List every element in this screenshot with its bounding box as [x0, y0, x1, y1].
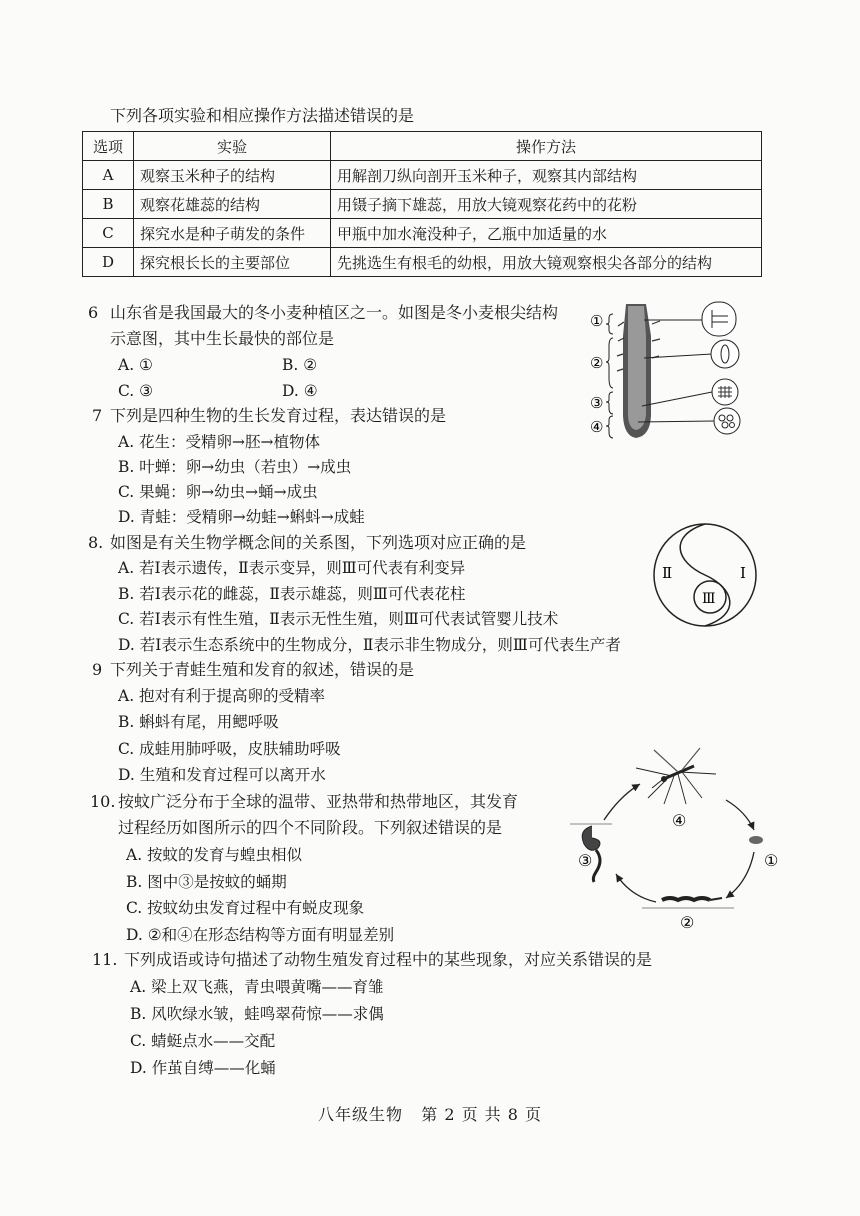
- row-method: 用解剖刀纵向剖开玉米种子，观察其内部结构: [331, 161, 762, 190]
- stage-label-4: ④: [672, 811, 687, 830]
- row-method: 甲瓶中加水淹没种子，乙瓶中加适量的水: [331, 219, 762, 248]
- root-label-3: ③: [590, 394, 604, 412]
- table-row: [83, 219, 762, 248]
- q10-stem-line1: 按蚊广泛分布于全球的温带、亚热带和热带地区，其发育: [118, 792, 519, 811]
- q10-option-c: C. 按蚊幼虫发育过程中有蜕皮现象: [126, 899, 365, 917]
- leader-line: [642, 392, 712, 406]
- stage-label-1: ①: [764, 851, 779, 870]
- row-option: B: [83, 190, 134, 219]
- header-experiment: 实验: [134, 132, 331, 161]
- q11-option-a: A. 梁上双飞燕，青虫喂黄嘴——育雏: [130, 978, 384, 996]
- cell-circle-4: [714, 408, 740, 434]
- header-option: 选项: [83, 132, 134, 161]
- root-label-2: ②: [590, 354, 604, 372]
- q5-stem: 下列各项实验和相应操作方法描述错误的是: [110, 106, 415, 125]
- table-row: [83, 248, 762, 277]
- stage-label-2: ②: [680, 913, 695, 932]
- q6-option-a: A. ①: [118, 356, 153, 374]
- concept-label-1: Ⅰ: [740, 564, 746, 582]
- q8-number: 8.: [88, 533, 104, 552]
- table-row: [83, 161, 762, 190]
- concept-diagram: [648, 522, 763, 628]
- q11-option-c: C. 蜻蜓点水——交配: [130, 1032, 276, 1050]
- q9-option-d: D. 生殖和发育过程可以离开水: [118, 766, 326, 784]
- cell-circle-2: [711, 340, 739, 368]
- q10-stem-line2: 过程经历如图所示的四个不同阶段。下列叙述错误的是: [118, 818, 503, 837]
- q7-option-b: B. 叶蝉：卵→幼虫（若虫）→成虫: [118, 458, 352, 476]
- q6-stem-line2: 示意图，其中生长最快的部位是: [110, 329, 335, 348]
- row-experiment: 观察花雄蕊的结构: [134, 190, 331, 219]
- row-option: D: [83, 248, 134, 277]
- larva-icon: [642, 898, 734, 908]
- root-label-1: ①: [590, 312, 604, 330]
- root-tip-inner: [628, 306, 646, 430]
- leader-line: [644, 354, 712, 358]
- q8-option-d: D. 若Ⅰ表示生态系统中的生物成分，Ⅱ表示非生物成分，则Ⅲ可代表生产者: [118, 636, 621, 654]
- row-option: C: [83, 219, 134, 248]
- header-method: 操作方法: [331, 132, 762, 161]
- egg-icon: [749, 836, 763, 844]
- row-experiment: 探究水是种子萌发的条件: [134, 219, 331, 248]
- q9-option-c: C. 成蛙用肺呼吸，皮肤辅助呼吸: [118, 740, 341, 758]
- q9-number: 9: [92, 660, 103, 679]
- mosquito-lifecycle-figure: [566, 738, 786, 933]
- root-tip-figure: [588, 296, 763, 446]
- q7-option-c: C. 果蝇：卵→幼虫→蛹→成虫: [118, 483, 318, 501]
- q8-option-b: B. 若Ⅰ表示花的雌蕊，Ⅱ表示雄蕊，则Ⅲ可代表花柱: [118, 585, 466, 603]
- q6-number: 6: [88, 303, 99, 322]
- root-label-4: ④: [590, 418, 604, 436]
- q11-stem: 下列成语或诗句描述了动物生殖发育过程中的某些现象，对应关系错误的是: [124, 950, 653, 969]
- row-experiment: 探究根长长的主要部位: [134, 248, 331, 277]
- q10-option-a: A. 按蚊的发育与蝗虫相似: [126, 846, 303, 864]
- q10-option-d: D. ②和④在形态结构等方面有明显差别: [126, 926, 395, 944]
- page-footer: 八年级生物 第 2 页 共 8 页: [317, 1105, 543, 1124]
- q11-option-d: D. 作茧自缚——化蛹: [130, 1059, 276, 1077]
- q6-option-c: C. ③: [118, 382, 154, 400]
- concept-label-2: Ⅱ: [662, 564, 673, 582]
- q10-number: 10.: [90, 792, 116, 811]
- q9-stem: 下列关于青蛙生殖和发育的叙述，错误的是: [110, 660, 415, 679]
- q9-option-b: B. 蝌蚪有尾，用鳃呼吸: [118, 713, 279, 731]
- q7-number: 7: [92, 406, 103, 425]
- q6-stem-line1: 山东省是我国最大的冬小麦种植区之一。如图是冬小麦根尖结构: [110, 303, 559, 322]
- q6-option-d: D. ④: [282, 382, 318, 400]
- table-row: [83, 190, 762, 219]
- q11-option-b: B. 风吹绿水皱，蛙鸣翠荷惊——求偶: [130, 1005, 384, 1023]
- q10-option-b: B. 图中③是按蚊的蛹期: [126, 873, 287, 891]
- row-experiment: 观察玉米种子的结构: [134, 161, 331, 190]
- q8-stem: 如图是有关生物学概念间的关系图，下列选项对应正确的是: [110, 533, 527, 552]
- row-method: 用镊子摘下雄蕊，用放大镜观察花药中的花粉: [331, 190, 762, 219]
- q8-option-a: A. 若Ⅰ表示遗传，Ⅱ表示变异，则Ⅲ可代表有利变异: [118, 559, 466, 577]
- q8-option-c: C. 若Ⅰ表示有性生殖，Ⅱ表示无性生殖，则Ⅲ可代表试管婴儿技术: [118, 610, 559, 628]
- q5-table: [82, 131, 762, 277]
- q7-option-a: A. 花生：受精卵→胚→植物体: [118, 433, 321, 451]
- divider-curve: [680, 524, 730, 626]
- row-method: 先挑选生有根毛的幼根，用放大镜观察根尖各部分的结构: [331, 248, 762, 277]
- q7-option-d: D. 青蛙：受精卵→幼蛙→蝌蚪→成蛙: [118, 508, 365, 526]
- q9-option-a: A. 抱对有利于提高卵的受精率: [118, 687, 326, 705]
- q11-number: 11.: [92, 950, 118, 969]
- cell-circle-1: [702, 302, 736, 336]
- q6-option-b: B. ②: [282, 356, 318, 374]
- row-option: A: [83, 161, 134, 190]
- stage-label-3: ③: [578, 851, 593, 870]
- table-header-row: [83, 132, 762, 161]
- q7-stem: 下列是四种生物的生长发育过程，表达错误的是: [110, 406, 447, 425]
- concept-label-3: Ⅲ: [702, 591, 716, 607]
- adult-mosquito-icon: [636, 748, 716, 804]
